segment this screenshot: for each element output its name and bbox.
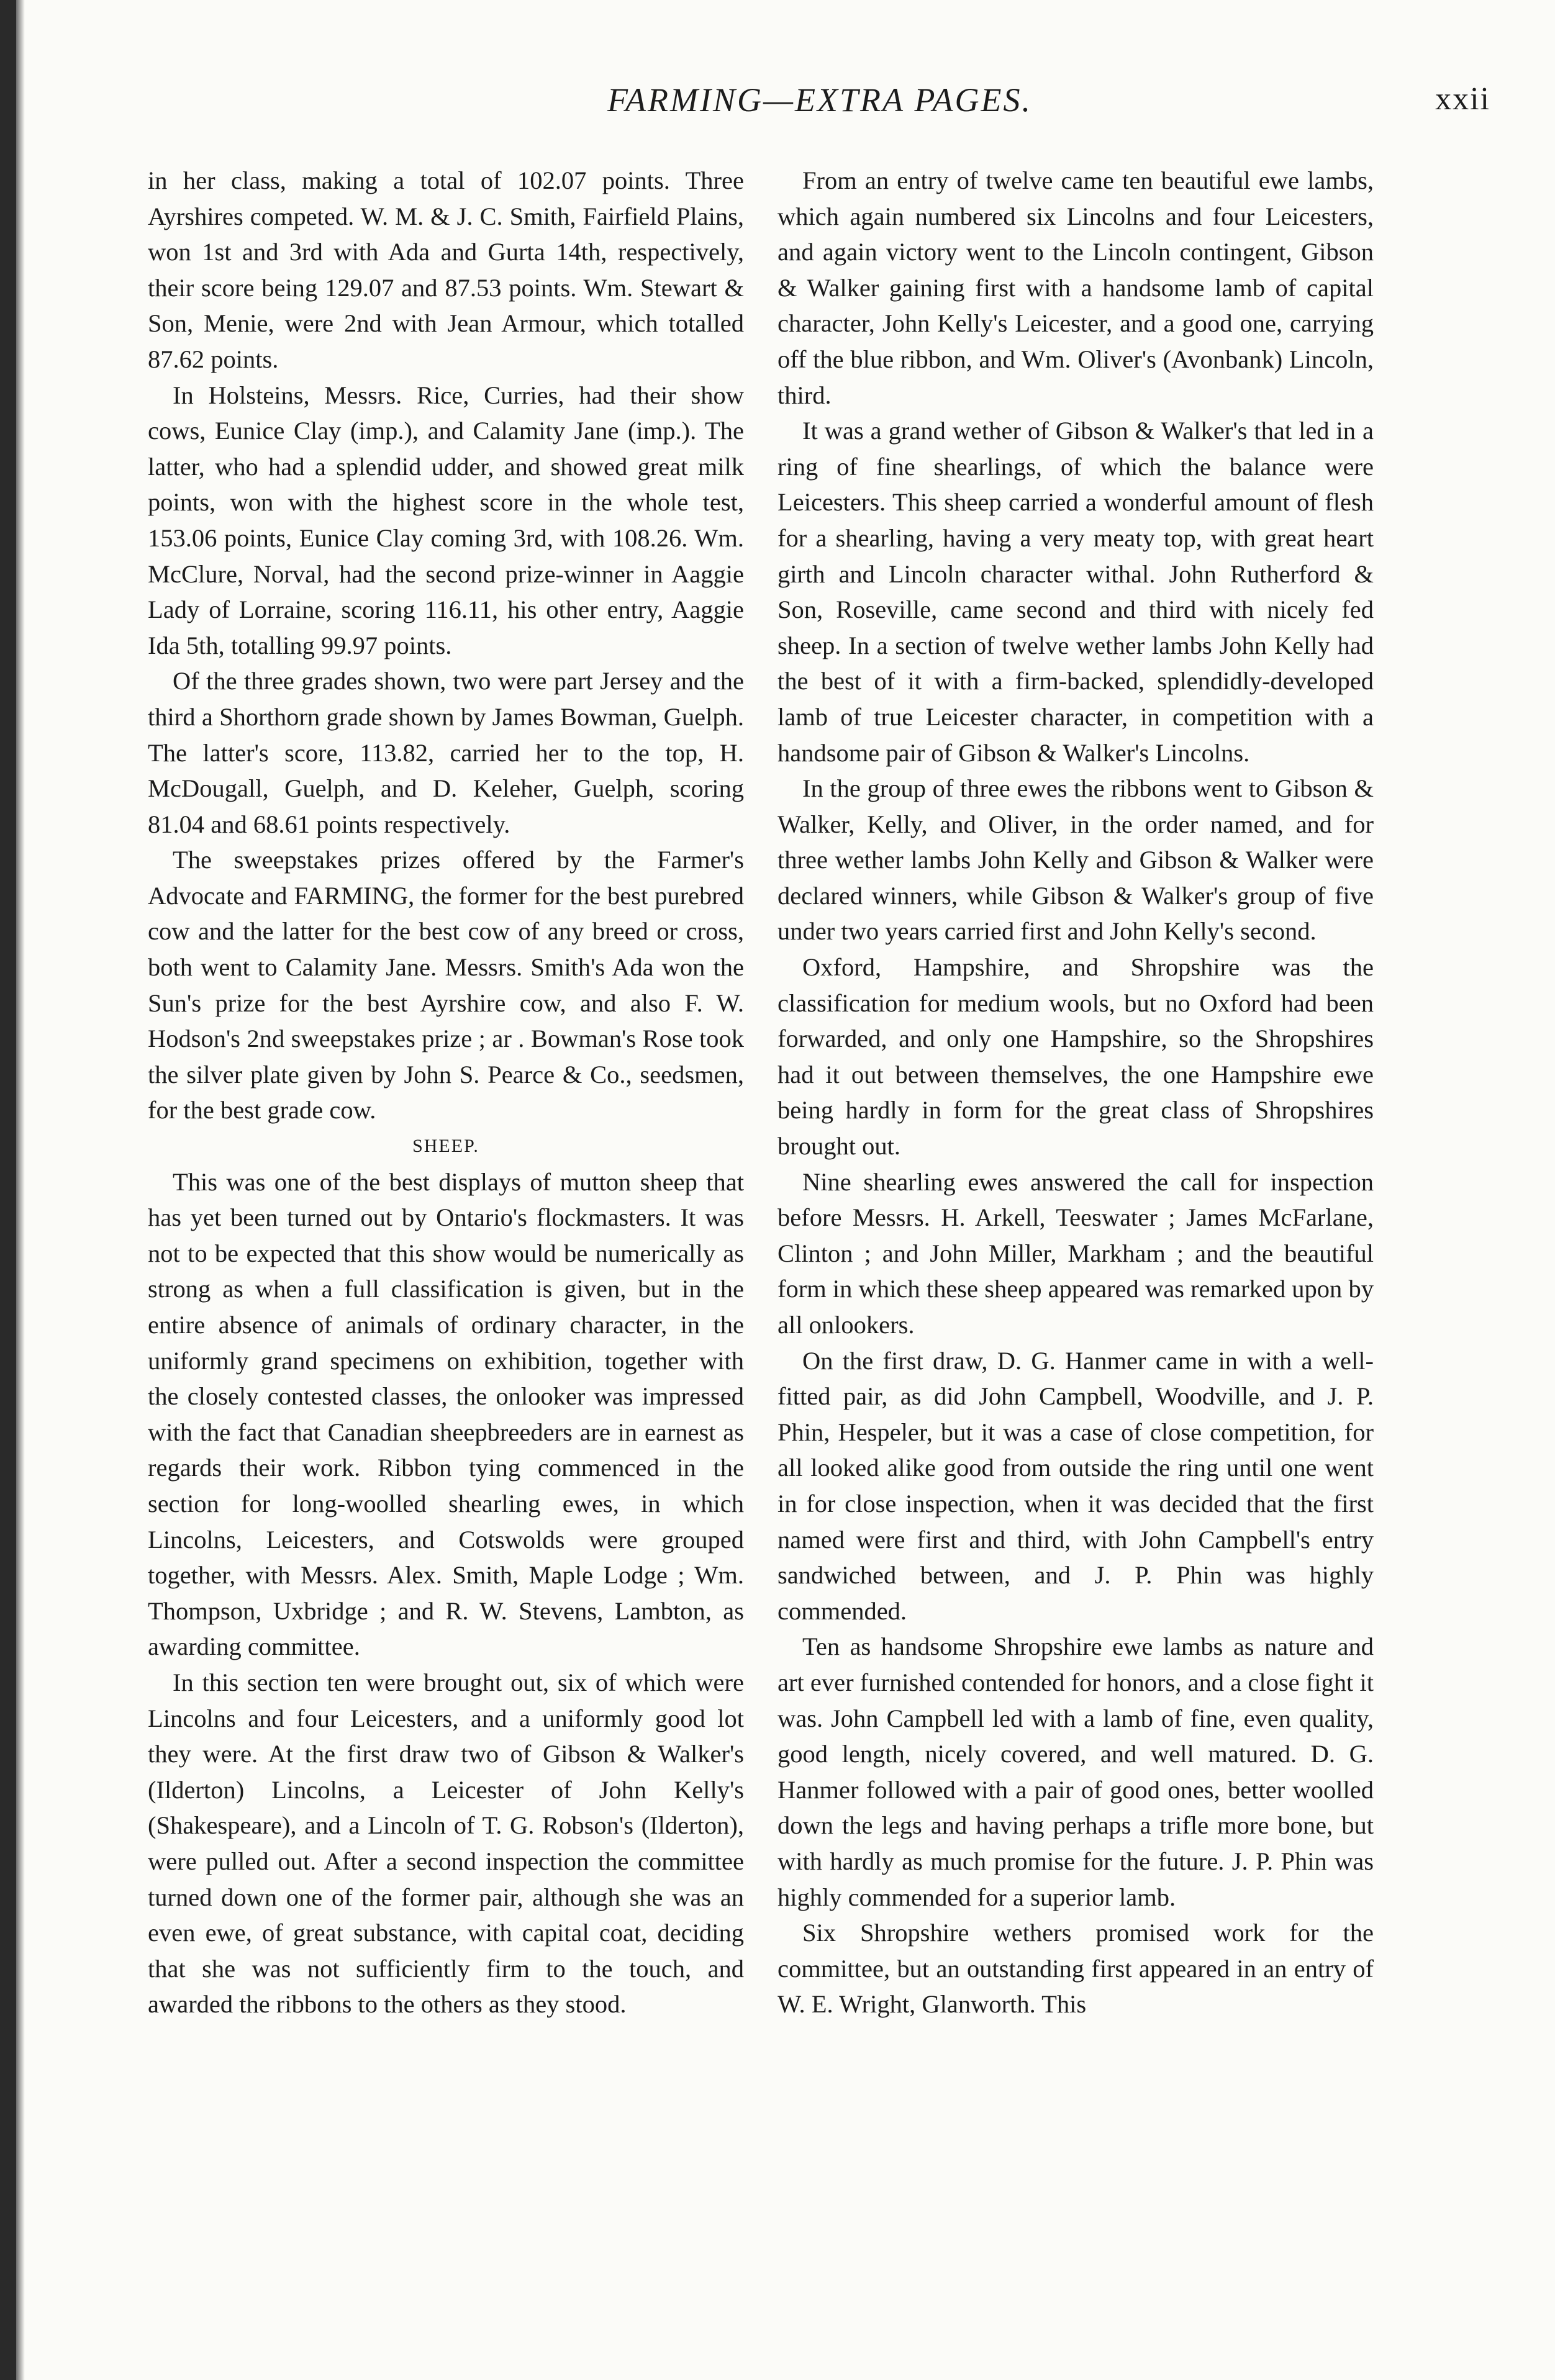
paragraph: Ten as handsome Shropshire ewe lambs as nature and art ever furnished contended for honors, and a close fight it was. John Campbell led with a lamb of fine, even quality, good length, nicely covered, and well matured. D. G. Hanmer followed with a pair of good ones, better woolled down the legs and having perhaps a trifle more bone, but with hardly as much promise for the future. J. P. Phin was highly commended for a superior lamb. [778, 1632, 1374, 1911]
paragraph: From an entry of twelve came ten beautiful ewe lambs, which again numbered six Lincolns and four Leicesters, and again victory went to the Lincoln contingent, Gibson & Walker gaining first with a handsome lamb of capital character, John Kelly's Leicester, and a good one, carrying off the blue ribbon, and Wm. Oliver's (Avonbank) Lincoln, third. [778, 166, 1374, 409]
paragraph: This was one of the best displays of mutton sheep that has yet been turned out by Ontario's flockmasters. It was not to be expected that this show would be numerically as strong as when a full classification is given, but in the entire absence of animals of ordinary character, in the uniformly grand specimens on exhibition, together with the closely contested classes, the onlooker was impressed with the fact that Canadian sheepbreeders are in earnest as regards their work. Ribbon tying commenced in the section for long-woolled shearling ewes, in which Lincolns, Leicesters, and Cotswolds were grouped together, with Messrs. Alex. Smith, Maple Lodge ; Wm. Thompson, Uxbridge ; and R. W. Stevens, Lambton, as awarding committee. [148, 1167, 744, 1661]
left-column [148, 163, 744, 2022]
running-title: FARMING—EXTRA PAGES. [607, 81, 1032, 119]
paragraph: Nine shearling ewes answered the call for inspection before Messrs. H. Arkell, Teeswater ; James McFarlane, Clinton ; and John Miller, Markham ; and the beautiful form in which these sheep appeared was remarked upon by all onlookers. [778, 1167, 1374, 1339]
paragraph: On the first draw, D. G. Hanmer came in with a well-fitted pair, as did John Campbell, Woodville, and J. P. Phin, Hespeler, but it was a case of close competition, for all looked alike good from outside the ring until one went in for close inspection, when it was decided that the first named were first and third, with John Campbell's entry sandwiched between, and J. P. Phin was highly commended. [778, 1346, 1374, 1625]
right-column [778, 163, 1374, 2022]
page-binding-shadow [16, 0, 25, 2380]
paragraph: Oxford, Hampshire, and Shropshire was the classification for medium wools, but no Oxford had been forwarded, and only one Hampshire, so the Shropshires had it out between themselves, the one Hampshire ewe being hardly in form for the great class of Shropshires brought out. [778, 953, 1374, 1161]
paragraph: The sweepstakes prizes offered by the Farmer's Advocate and FARMING, the former for the best purebred cow and the latter for the best cow of any breed or cross, both went to Calamity Jane. Messrs. Smith's Ada won the Sun's prize for the best Ayrshire cow, and also F. W. Hodson's 2nd sweepstakes prize ; ar . Bowman's Rose took the silver plate given by John S. Pearce & Co., seedsmen, for the best grade cow. [148, 846, 744, 1124]
page-binding-edge [0, 0, 16, 2380]
section-heading-sheep: SHEEP. [412, 1136, 479, 1157]
paragraph: In the group of three ewes the ribbons went to Gibson & Walker, Kelly, and Oliver, in the order named, and for three wether lambs John Kelly and Gibson & Walker were declared winners, while Gibson & Walker's group of five under two years carried first and John Kelly's second. [778, 774, 1374, 946]
paragraph: In this section ten were brought out, six of which were Lincolns and four Leicesters, and a uniformly good lot they were. At the first draw two of Gibson & Walker's (Ilderton) Lincolns, a Leicester of John Kelly's (Shakespeare), and a Lincoln of T. G. Robson's (Ilderton), were pulled out. After a second inspection the committee turned down one of the former pair, although she was an even ewe, of great substance, with capital coat, deciding that she was not sufficiently firm to the touch, and awarded the ribbons to the others as they stood. [148, 1668, 744, 2019]
page-number: xxii [1435, 81, 1490, 117]
paragraph: It was a grand wether of Gibson & Walker's that led in a ring of fine shearlings, of which the balance were Leicesters. This sheep carried a wonderful amount of flesh for a shearling, having a very meaty top, with great heart girth and Lincoln character withal. John Rutherford & Son, Roseville, came second and third with nicely fed sheep. In a section of twelve wether lambs John Kelly had the best of it with a firm-backed, splendidly-developed lamb of true Leicester character, in competition with a handsome pair of Gibson & Walker's Lincolns. [778, 417, 1374, 767]
running-header [149, 81, 1490, 130]
paragraph: Six Shropshire wethers promised work for the committee, but an outstanding first appeared in an entry of W. E. Wright, Glanworth. This [778, 1919, 1374, 2019]
paragraph: In Holsteins, Messrs. Rice, Curries, had their show cows, Eunice Clay (imp.), and Calamity Jane (imp.). The latter, who had a splendid udder, and showed great milk points, won with the highest score in the whole test, 153.06 points, Eunice Clay coming 3rd, with 108.26. Wm. McClure, Norval, had the second prize-winner in Aaggie Lady of Lorraine, scoring 116.11, his other entry, Aaggie Ida 5th, totalling 99.97 points. [148, 381, 744, 659]
paragraph: in her class, making a total of 102.07 points. Three Ayrshires competed. W. M. & J. C. Smith, Fairfield Plains, won 1st and 3rd with Ada and Gurta 14th, respectively, their score being 129.07 and 87.53 points. Wm. Stewart & Son, Menie, were 2nd with Jean Armour, which totalled 87.62 points. [148, 166, 744, 373]
paragraph: Of the three grades shown, two were part Jersey and the third a Shorthorn grade shown by James Bowman, Guelph. The latter's score, 113.82, carried her to the top, H. McDougall, Guelph, and D. Keleher, Guelph, scoring 81.04 and 68.61 points respectively. [148, 667, 744, 838]
